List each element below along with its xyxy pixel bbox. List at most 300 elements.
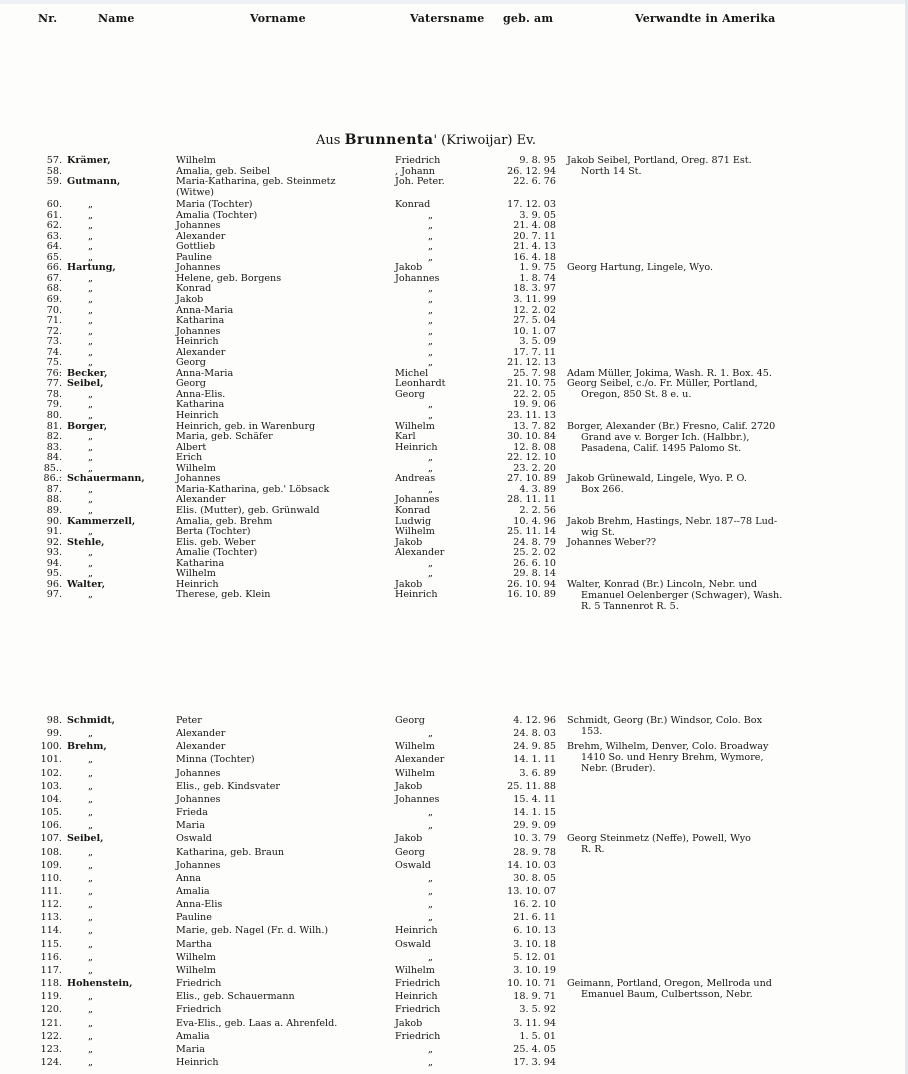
- row-given-name: Heinrich: [176, 1057, 219, 1068]
- row-surname: „: [88, 768, 93, 779]
- row-birth-date: 3. 11. 94: [513, 1018, 556, 1029]
- row-surname: „: [88, 347, 93, 358]
- header-nr: Nr.: [38, 12, 58, 25]
- row-given-name: Anna-Elis.: [176, 389, 226, 400]
- row-father-name: „: [428, 220, 433, 231]
- row-birth-date: 9. 8. 95: [519, 155, 556, 166]
- row-surname: „: [88, 463, 93, 474]
- row-birth-date: 21. 10. 75: [507, 378, 556, 389]
- row-given-name: Johannes: [176, 794, 221, 805]
- row-number: 59.: [46, 176, 62, 187]
- row-father-name: Jakob: [395, 781, 423, 792]
- row-surname: „: [88, 389, 93, 400]
- row-father-name: „: [428, 899, 433, 910]
- row-surname: „: [88, 315, 93, 326]
- row-birth-date: 21. 4. 13: [513, 241, 556, 252]
- row-given-name: Wilhelm: [176, 965, 216, 976]
- row-father-name: Heinrich: [395, 991, 438, 1002]
- row-number: 64.: [46, 241, 62, 252]
- row-birth-date: 10. 1. 07: [513, 326, 556, 337]
- row-father-name: „: [428, 728, 433, 739]
- row-birth-date: 28. 9. 78: [513, 847, 556, 858]
- relatives-entry: [567, 833, 857, 855]
- row-surname: „: [88, 1004, 93, 1015]
- row-birth-date: 22. 2. 05: [513, 389, 556, 400]
- row-father-name: Wilhelm: [395, 741, 435, 752]
- table-row: [0, 547, 880, 558]
- table-row: [0, 315, 880, 326]
- row-surname: Seibel,: [67, 378, 104, 389]
- row-surname: „: [88, 220, 93, 231]
- row-father-name: Jakob: [395, 833, 423, 844]
- row-father-name: „: [428, 347, 433, 358]
- row-number: 87.: [46, 484, 62, 495]
- row-surname: „: [88, 410, 93, 421]
- relatives-entry: [567, 579, 857, 613]
- row-given-name: Marie, geb. Nagel (Fr. d. Wilh.): [176, 925, 329, 936]
- row-birth-date: 1. 8. 74: [519, 273, 556, 284]
- row-father-name: „: [428, 252, 433, 263]
- table-row: [0, 410, 880, 421]
- row-surname: Borger,: [67, 421, 108, 432]
- row-father-name: „: [428, 568, 433, 579]
- row-given-name: Heinrich: [176, 336, 219, 347]
- table-row: [0, 794, 880, 805]
- row-birth-date: 28. 11. 11: [507, 494, 556, 505]
- row-number: 101.: [40, 754, 62, 765]
- row-father-name: Michel: [395, 368, 429, 379]
- row-father-name: Karl: [395, 431, 416, 442]
- row-surname: „: [88, 939, 93, 950]
- row-birth-date: 10. 4. 96: [513, 516, 556, 527]
- row-given-name: Berta (Tochter): [176, 526, 251, 537]
- relatives-line: Jakob Seibel, Portland, Oreg. 871 Est.: [567, 155, 752, 166]
- row-given-name: Minna (Tochter): [176, 754, 255, 765]
- row-surname: „: [88, 283, 93, 294]
- row-father-name: „: [428, 1044, 433, 1055]
- row-given-name: Johannes: [176, 768, 221, 779]
- row-birth-date: 12. 8. 08: [513, 442, 556, 453]
- row-given-name: Wilhelm: [176, 568, 216, 579]
- row-surname: „: [88, 199, 93, 210]
- table-row: [0, 494, 880, 505]
- row-father-name: „: [428, 912, 433, 923]
- row-number: 60.: [46, 199, 62, 210]
- row-birth-date: 10. 10. 71: [507, 978, 556, 989]
- row-father-name: Georg: [395, 715, 425, 726]
- row-given-name: Alexander: [176, 728, 226, 739]
- row-given-name: Friedrich: [176, 1004, 222, 1015]
- row-father-name: Johannes: [395, 273, 440, 284]
- row-number: 66.: [46, 262, 62, 273]
- row-birth-date: 25. 2. 02: [513, 547, 556, 558]
- row-father-name: Jakob: [395, 262, 423, 273]
- table-row: [0, 1057, 880, 1068]
- row-surname: „: [88, 484, 93, 495]
- row-surname: „: [88, 326, 93, 337]
- relatives-line: Jakob Brehm, Hastings, Nebr. 187--78 Lud-: [567, 516, 778, 527]
- row-father-name: Wilhelm: [395, 421, 435, 432]
- row-father-name: Ludwig: [395, 516, 432, 527]
- row-number: 109.: [40, 860, 62, 871]
- relatives-line: Brehm, Wilhelm, Denver, Colo. Broadway: [567, 741, 769, 752]
- row-surname: Brehm,: [67, 741, 107, 752]
- table-row: [0, 187, 880, 198]
- row-surname: „: [88, 873, 93, 884]
- section-title: [316, 132, 536, 148]
- header-vorname: Vorname: [250, 12, 306, 25]
- row-number: 90.: [46, 516, 62, 527]
- row-given-name: Alexander: [176, 231, 226, 242]
- row-surname: „: [88, 357, 93, 368]
- relatives-line: Grand ave v. Borger Ich. (Halbbr.),: [581, 432, 750, 444]
- row-birth-date: 13. 10. 07: [507, 886, 556, 897]
- row-given-name: Anna-Maria: [176, 305, 234, 316]
- row-number: 122.: [40, 1031, 62, 1042]
- row-number: 78.: [46, 389, 62, 400]
- row-number: 118.: [40, 978, 62, 989]
- row-birth-date: 12. 2. 02: [513, 305, 556, 316]
- row-father-name: „: [428, 807, 433, 818]
- row-birth-date: 27. 10. 89: [507, 473, 556, 484]
- row-father-name: Alexander: [395, 547, 445, 558]
- row-father-name: „: [428, 873, 433, 884]
- row-birth-date: 25. 4. 05: [513, 1044, 556, 1055]
- table-row: [0, 1004, 880, 1015]
- relatives-entry: [567, 741, 857, 775]
- row-birth-date: 4. 12. 96: [513, 715, 556, 726]
- row-father-name: Johannes: [395, 494, 440, 505]
- row-birth-date: 14. 10. 03: [507, 860, 556, 871]
- section-place: Brunnenta: [344, 132, 434, 148]
- row-given-name: Oswald: [176, 833, 212, 844]
- row-father-name: Friedrich: [395, 1004, 441, 1015]
- table-row: [0, 294, 880, 305]
- row-number: 65.: [46, 252, 62, 263]
- row-birth-date: 1. 5. 01: [519, 1031, 556, 1042]
- row-surname: Hartung,: [67, 262, 116, 273]
- relatives-entry: [567, 537, 857, 548]
- row-number: 121.: [40, 1018, 62, 1029]
- row-birth-date: 26. 12. 94: [507, 166, 556, 177]
- row-number: 82.: [46, 431, 62, 442]
- table-row: [0, 939, 880, 950]
- row-number: 113.: [40, 912, 62, 923]
- row-surname: Stehle,: [67, 537, 105, 548]
- row-father-name: „: [428, 305, 433, 316]
- row-number: 119.: [40, 991, 62, 1002]
- row-given-name: Amalia: [176, 1031, 210, 1042]
- row-birth-date: 29. 9. 09: [513, 820, 556, 831]
- row-number: 89.: [46, 505, 62, 516]
- relatives-entry: [567, 978, 857, 1000]
- row-father-name: „: [428, 326, 433, 337]
- row-surname: Schmidt,: [67, 715, 116, 726]
- row-number: 123.: [40, 1044, 62, 1055]
- row-surname: „: [88, 399, 93, 410]
- row-given-name: Heinrich: [176, 410, 219, 421]
- row-given-name: Alexander: [176, 347, 226, 358]
- row-given-name: Helene, geb. Borgens: [176, 273, 282, 284]
- row-number: 124.: [40, 1057, 62, 1068]
- row-surname: „: [88, 886, 93, 897]
- row-father-name: „: [428, 452, 433, 463]
- row-father-name: Oswald: [395, 939, 431, 950]
- row-father-name: Jakob: [395, 1018, 423, 1029]
- row-father-name: Friedrich: [395, 155, 441, 166]
- table-row: [0, 241, 880, 252]
- row-surname: „: [88, 925, 93, 936]
- row-father-name: Friedrich: [395, 1031, 441, 1042]
- row-given-name: Friedrich: [176, 978, 222, 989]
- row-given-name: Johannes: [176, 473, 221, 484]
- row-surname: „: [88, 558, 93, 569]
- row-given-name: Wilhelm: [176, 155, 216, 166]
- row-surname: „: [88, 952, 93, 963]
- row-father-name: „: [428, 231, 433, 242]
- row-given-name: Elis. geb. Weber: [176, 537, 256, 548]
- row-surname: „: [88, 505, 93, 516]
- row-surname: „: [88, 847, 93, 858]
- row-surname: „: [88, 728, 93, 739]
- row-father-name: „: [428, 399, 433, 410]
- relatives-line: Adam Müller, Jokima, Wash. R. 1. Box. 45.: [567, 368, 772, 379]
- row-father-name: Oswald: [395, 860, 431, 871]
- row-number: 91.: [46, 526, 62, 537]
- relatives-line: North 14 St.: [581, 166, 642, 178]
- row-surname: „: [88, 273, 93, 284]
- row-given-name: Konrad: [176, 283, 212, 294]
- section-suffix: ' (Kriwoijar) Ev.: [433, 133, 537, 148]
- row-number: 92.: [46, 537, 62, 548]
- row-given-name: (Witwe): [176, 187, 214, 198]
- row-number: 85..: [43, 463, 62, 474]
- row-given-name: Maria (Tochter): [176, 199, 253, 210]
- row-birth-date: 24. 9. 85: [513, 741, 556, 752]
- row-birth-date: 20. 7. 11: [513, 231, 556, 242]
- table-row: [0, 860, 880, 871]
- row-given-name: Georg: [176, 378, 206, 389]
- row-number: 116.: [40, 952, 62, 963]
- row-given-name: Johannes: [176, 262, 221, 273]
- table-row: [0, 1044, 880, 1055]
- row-birth-date: 3. 10. 19: [513, 965, 556, 976]
- page-top-edge: [0, 0, 908, 4]
- row-father-name: Georg: [395, 847, 425, 858]
- row-given-name: Maria: [176, 820, 205, 831]
- table-row: [0, 912, 880, 923]
- row-number: 93.: [46, 547, 62, 558]
- row-given-name: Elis., geb. Schauermann: [176, 991, 295, 1002]
- row-birth-date: 3. 10. 18: [513, 939, 556, 950]
- relatives-line: Oregon, 850 St. 8 e. u.: [581, 389, 692, 401]
- row-given-name: Maria, geb. Schäfer: [176, 431, 273, 442]
- row-birth-date: 23. 11. 13: [507, 410, 556, 421]
- row-surname: Walter,: [67, 579, 106, 590]
- row-surname: „: [88, 820, 93, 831]
- row-number: 75.: [46, 357, 62, 368]
- relatives-entry: [567, 516, 857, 538]
- row-birth-date: 2. 2. 56: [519, 505, 556, 516]
- relatives-line: wig St.: [581, 527, 615, 539]
- table-row: [0, 283, 880, 294]
- relatives-entry: [567, 421, 857, 455]
- row-father-name: Jakob: [395, 537, 423, 548]
- table-row: [0, 505, 880, 516]
- row-birth-date: 14. 1. 15: [513, 807, 556, 818]
- row-given-name: Anna-Elis: [176, 899, 223, 910]
- row-surname: „: [88, 294, 93, 305]
- row-given-name: Katharina: [176, 399, 225, 410]
- row-father-name: Alexander: [395, 754, 445, 765]
- relatives-line: Emanuel Oelenberger (Schwager), Wash.: [581, 590, 783, 602]
- row-surname: „: [88, 252, 93, 263]
- row-birth-date: 29. 8. 14: [513, 568, 556, 579]
- row-given-name: Pauline: [176, 252, 212, 263]
- relatives-line: Geimann, Portland, Oregon, Mellroda und: [567, 978, 772, 989]
- row-surname: „: [88, 754, 93, 765]
- row-given-name: Peter: [176, 715, 202, 726]
- row-number: 72.: [46, 326, 62, 337]
- row-birth-date: 18. 3. 97: [513, 283, 556, 294]
- table-row: [0, 886, 880, 897]
- row-birth-date: 21. 12. 13: [507, 357, 556, 368]
- row-surname: „: [88, 526, 93, 537]
- row-birth-date: 6. 10. 13: [513, 925, 556, 936]
- relatives-line: Borger, Alexander (Br.) Fresno, Calif. 2720: [567, 421, 776, 432]
- row-surname: „: [88, 231, 93, 242]
- row-father-name: Konrad: [395, 199, 431, 210]
- row-father-name: Friedrich: [395, 978, 441, 989]
- row-father-name: „: [428, 1057, 433, 1068]
- row-father-name: „: [428, 952, 433, 963]
- row-number: 120.: [40, 1004, 62, 1015]
- header-verwandte: Verwandte in Amerika: [635, 12, 776, 25]
- row-given-name: Therese, geb. Klein: [176, 589, 271, 600]
- row-surname: „: [88, 899, 93, 910]
- row-birth-date: 22. 12. 10: [507, 452, 556, 463]
- row-father-name: „: [428, 463, 433, 474]
- relatives-line: 153.: [581, 726, 603, 738]
- row-birth-date: 3. 9. 05: [519, 210, 556, 221]
- row-birth-date: 26. 6. 10: [513, 558, 556, 569]
- row-number: 80.: [46, 410, 62, 421]
- row-number: 76:: [46, 368, 62, 379]
- header-geb-am: geb. am: [503, 12, 554, 25]
- row-surname: Schauermann,: [67, 473, 145, 484]
- row-birth-date: 3. 5. 09: [519, 336, 556, 347]
- row-number: 95.: [46, 568, 62, 579]
- table-row: [0, 899, 880, 910]
- row-birth-date: 17. 7. 11: [513, 347, 556, 358]
- table-row: [0, 220, 880, 231]
- table-row: [0, 399, 880, 410]
- row-birth-date: 21. 6. 11: [513, 912, 556, 923]
- row-given-name: Amalia: [176, 886, 210, 897]
- row-given-name: Georg: [176, 357, 206, 368]
- row-father-name: Wilhelm: [395, 965, 435, 976]
- row-number: 63.: [46, 231, 62, 242]
- row-father-name: „: [428, 410, 433, 421]
- row-father-name: Andreas: [395, 473, 436, 484]
- row-birth-date: 17. 3. 94: [513, 1057, 556, 1068]
- row-surname: „: [88, 991, 93, 1002]
- row-given-name: Gottlieb: [176, 241, 216, 252]
- table-row: [0, 336, 880, 347]
- row-father-name: , Johann: [395, 166, 435, 177]
- table-row: [0, 873, 880, 884]
- row-birth-date: 5. 12. 01: [513, 952, 556, 963]
- relatives-line: Jakob Grünewald, Lingele, Wyo. P. O.: [567, 473, 747, 484]
- row-given-name: Maria-Katharina, geb.' Löbsack: [176, 484, 330, 495]
- row-number: 97.: [46, 589, 62, 600]
- row-father-name: „: [428, 357, 433, 368]
- relatives-line: Johannes Weber??: [567, 537, 656, 548]
- relatives-line: Pasadena, Calif. 1495 Palomo St.: [581, 443, 742, 455]
- row-given-name: Erich: [176, 452, 203, 463]
- row-birth-date: 25. 11. 88: [507, 781, 556, 792]
- row-father-name: „: [428, 886, 433, 897]
- section-prefix: Aus: [316, 133, 341, 148]
- relatives-line: Emanuel Baum, Culbertsson, Nebr.: [581, 989, 753, 1001]
- relatives-line: R. 5 Tannenrot R. 5.: [581, 601, 679, 613]
- relatives-line: Georg Hartung, Lingele, Wyo.: [567, 262, 714, 273]
- row-number: 105.: [40, 807, 62, 818]
- row-given-name: Amalie (Tochter): [176, 547, 258, 558]
- row-father-name: Joh. Peter.: [395, 176, 445, 187]
- row-number: 102.: [40, 768, 62, 779]
- row-surname: „: [88, 494, 93, 505]
- row-number: 106.: [40, 820, 62, 831]
- table-row: [0, 781, 880, 792]
- relatives-entry: [567, 715, 857, 737]
- row-number: 67.: [46, 273, 62, 284]
- row-surname: „: [88, 336, 93, 347]
- row-number: 71.: [46, 315, 62, 326]
- row-birth-date: 22. 6. 76: [513, 176, 556, 187]
- row-number: 96.: [46, 579, 62, 590]
- row-birth-date: 23. 2. 20: [513, 463, 556, 474]
- row-given-name: Anna-Maria: [176, 368, 234, 379]
- row-number: 108.: [40, 847, 62, 858]
- row-number: 107.: [40, 833, 62, 844]
- row-surname: Hohenstein,: [67, 978, 133, 989]
- row-given-name: Anna: [176, 873, 202, 884]
- row-surname: Krämer,: [67, 155, 111, 166]
- row-number: 62.: [46, 220, 62, 231]
- row-number: 94.: [46, 558, 62, 569]
- row-surname: „: [88, 305, 93, 316]
- row-surname: Seibel,: [67, 833, 104, 844]
- row-birth-date: 14. 1. 11: [513, 754, 556, 765]
- row-given-name: Eva-Elis., geb. Laas a. Ahrenfeld.: [176, 1018, 338, 1029]
- relatives-line: R. R.: [581, 844, 605, 856]
- row-surname: „: [88, 442, 93, 453]
- header-name: Name: [98, 12, 135, 25]
- table-row: [0, 820, 880, 831]
- row-number: 70.: [46, 305, 62, 316]
- row-surname: „: [88, 807, 93, 818]
- row-given-name: Katharina, geb. Braun: [176, 847, 285, 858]
- relatives-line: Georg Seibel, c./o. Fr. Müller, Portland,: [567, 378, 758, 389]
- row-number: 57.: [46, 155, 62, 166]
- row-given-name: Maria-Katharina, geb. Steinmetz: [176, 176, 336, 187]
- row-father-name: „: [428, 558, 433, 569]
- table-row: [0, 807, 880, 818]
- row-given-name: Katharina: [176, 558, 225, 569]
- row-given-name: Alexander: [176, 741, 226, 752]
- row-number: 104.: [40, 794, 62, 805]
